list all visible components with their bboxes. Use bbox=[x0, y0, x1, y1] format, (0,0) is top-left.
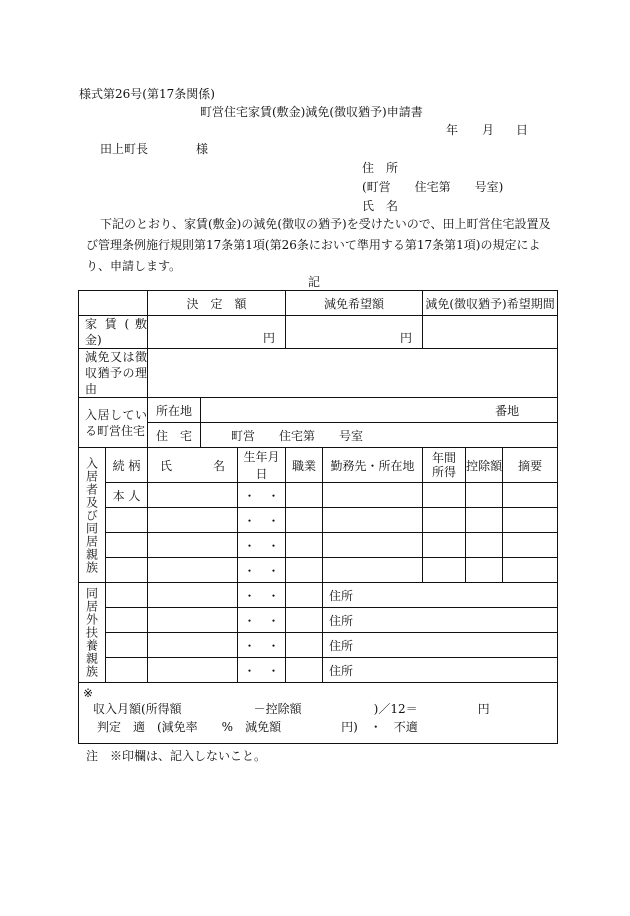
name-cell[interactable] bbox=[148, 483, 238, 508]
table-row bbox=[79, 558, 558, 583]
birth-cell[interactable]: ・ ・ bbox=[238, 633, 286, 658]
table-row bbox=[79, 508, 558, 533]
dwelling-label: 住 宅 bbox=[148, 423, 201, 448]
application-table bbox=[78, 290, 558, 744]
birth-cell[interactable]: ・ ・ bbox=[238, 583, 286, 608]
address-cell[interactable] bbox=[323, 633, 558, 658]
date-month: 月 bbox=[482, 123, 495, 137]
occupation-cell[interactable] bbox=[286, 633, 323, 658]
reason-label: 減免又は徴収猶予の理由 bbox=[79, 349, 148, 398]
relation-cell[interactable] bbox=[106, 633, 148, 658]
occupation-cell[interactable] bbox=[286, 533, 323, 558]
requested-amount-cell[interactable] bbox=[286, 316, 423, 349]
decision-line: 判定 適 (減免率 % 減免額 円) ・ 不適 bbox=[97, 720, 418, 734]
address-label: 住所 bbox=[329, 588, 354, 603]
income-cell[interactable] bbox=[423, 558, 466, 583]
col-income: 年間所得 bbox=[423, 448, 466, 483]
residents-group-text: 入居者及び同居親族 bbox=[84, 456, 99, 574]
col-birth: 生年月日 bbox=[238, 448, 286, 483]
address-cell[interactable] bbox=[323, 608, 558, 633]
address-cell[interactable] bbox=[323, 583, 558, 608]
name-cell[interactable] bbox=[148, 633, 238, 658]
recipient-honorific: 様 bbox=[196, 142, 209, 156]
deduction-cell[interactable] bbox=[466, 483, 503, 508]
name-cell[interactable] bbox=[148, 558, 238, 583]
form-number: 様式第26号(第17条関係) bbox=[79, 87, 215, 101]
address-label: 住所 bbox=[329, 663, 354, 678]
footnote: 注 ※印欄は、記入しないこと。 bbox=[86, 749, 267, 763]
location-cell[interactable] bbox=[201, 398, 558, 423]
address-label: 住所 bbox=[329, 638, 354, 653]
office-use-box bbox=[79, 683, 558, 744]
applicant-address-label: 住 所 bbox=[362, 161, 399, 175]
col-relation: 続 柄 bbox=[106, 448, 148, 483]
recipient: 田上町長 bbox=[100, 142, 149, 156]
deduction-cell[interactable] bbox=[466, 508, 503, 533]
remarks-cell[interactable] bbox=[503, 508, 558, 533]
col-name-2: 名 bbox=[212, 458, 225, 473]
requested-period-cell[interactable] bbox=[423, 316, 558, 349]
workplace-cell[interactable] bbox=[323, 508, 423, 533]
col-remarks: 摘要 bbox=[503, 448, 558, 483]
banchi-label: 番地 bbox=[495, 403, 520, 418]
ki-heading: 記 bbox=[308, 275, 321, 289]
occupation-cell[interactable] bbox=[286, 483, 323, 508]
birth-cell[interactable]: ・ ・ bbox=[238, 608, 286, 633]
birth-cell[interactable]: ・ ・ bbox=[238, 483, 286, 508]
workplace-cell[interactable] bbox=[323, 533, 423, 558]
table-row bbox=[79, 658, 558, 683]
table-row bbox=[79, 583, 558, 608]
office-mark: ※ bbox=[83, 686, 94, 700]
birth-cell[interactable]: ・ ・ bbox=[238, 533, 286, 558]
occupation-cell[interactable] bbox=[286, 558, 323, 583]
document-title: 町営住宅家賃(敷金)減免(徴収猶予)申請書 bbox=[200, 105, 423, 119]
workplace-cell[interactable] bbox=[323, 558, 423, 583]
applicant-housing-line: (町営 住宅第 号室) bbox=[362, 180, 504, 194]
remarks-cell[interactable] bbox=[503, 558, 558, 583]
col-deduction: 控除額 bbox=[466, 448, 503, 483]
relation-cell[interactable] bbox=[106, 508, 148, 533]
address-label: 住所 bbox=[329, 613, 354, 628]
remarks-cell[interactable] bbox=[503, 483, 558, 508]
table-row bbox=[79, 533, 558, 558]
request-paragraph: 下記のとおり、家賃(敷金)の減免(徴収の猶予)を受けたいので、田上町営住宅設置及び管理条例施行規則第17条第1項(第26条において準用する第17条第1項)の規定により、申請します。 bbox=[86, 217, 551, 273]
income-cell[interactable] bbox=[423, 483, 466, 508]
dependents-group-label bbox=[79, 583, 106, 683]
blank-corner bbox=[79, 291, 148, 316]
applicant-name-label: 氏 名 bbox=[362, 199, 399, 213]
income-cell[interactable] bbox=[423, 508, 466, 533]
name-cell[interactable] bbox=[148, 533, 238, 558]
reason-cell[interactable] bbox=[148, 349, 558, 398]
deduction-cell[interactable] bbox=[466, 533, 503, 558]
birth-cell[interactable]: ・ ・ bbox=[238, 558, 286, 583]
dwelling-cell[interactable] bbox=[201, 423, 558, 448]
income-calculation-line: 収入月額(所得額 －控除額 )／12＝ 円 bbox=[93, 702, 490, 716]
relation-cell[interactable] bbox=[106, 608, 148, 633]
table-row bbox=[79, 608, 558, 633]
name-cell[interactable] bbox=[148, 658, 238, 683]
table-row bbox=[79, 483, 558, 508]
decided-amount-cell[interactable] bbox=[148, 316, 286, 349]
occupation-cell[interactable] bbox=[286, 583, 323, 608]
decided-amount-header: 決 定 額 bbox=[148, 291, 286, 316]
income-cell[interactable] bbox=[423, 533, 466, 558]
relation-cell[interactable] bbox=[106, 658, 148, 683]
relation-cell[interactable] bbox=[106, 533, 148, 558]
birth-cell[interactable]: ・ ・ bbox=[238, 508, 286, 533]
location-label: 所在地 bbox=[148, 398, 201, 423]
rent-label: 家 賃 ( 敷 金) bbox=[79, 316, 148, 349]
occupation-cell[interactable] bbox=[286, 658, 323, 683]
yen-unit: 円 bbox=[263, 331, 276, 345]
occupation-cell[interactable] bbox=[286, 508, 323, 533]
requested-period-header: 減免(徴収猶予)希望期間 bbox=[423, 291, 558, 316]
self-label: 本 人 bbox=[106, 483, 148, 508]
col-name-1: 氏 bbox=[160, 458, 173, 473]
relation-cell[interactable] bbox=[106, 583, 148, 608]
dwelling-value: 町営 住宅第 号室 bbox=[231, 428, 364, 443]
name-cell[interactable] bbox=[148, 508, 238, 533]
col-occupation: 職業 bbox=[286, 448, 323, 483]
deduction-cell[interactable] bbox=[466, 558, 503, 583]
occupation-cell[interactable] bbox=[286, 608, 323, 633]
dependents-group-text: 同居外扶養親族 bbox=[84, 587, 99, 678]
name-cell[interactable] bbox=[148, 583, 238, 608]
address-cell[interactable] bbox=[323, 658, 558, 683]
relation-cell[interactable] bbox=[106, 558, 148, 583]
housing-label: 入居している町営住宅 bbox=[79, 398, 148, 448]
remarks-cell[interactable] bbox=[503, 533, 558, 558]
workplace-cell[interactable] bbox=[323, 483, 423, 508]
requested-amount-header: 減免希望額 bbox=[286, 291, 423, 316]
col-name bbox=[148, 448, 238, 483]
birth-cell[interactable]: ・ ・ bbox=[238, 658, 286, 683]
name-cell[interactable] bbox=[148, 608, 238, 633]
yen-unit: 円 bbox=[400, 331, 413, 345]
col-workplace: 勤務先・所在地 bbox=[323, 448, 423, 483]
table-row bbox=[79, 633, 558, 658]
date-day: 日 bbox=[516, 123, 529, 137]
date-year: 年 bbox=[446, 123, 459, 137]
residents-group-label bbox=[79, 448, 106, 583]
